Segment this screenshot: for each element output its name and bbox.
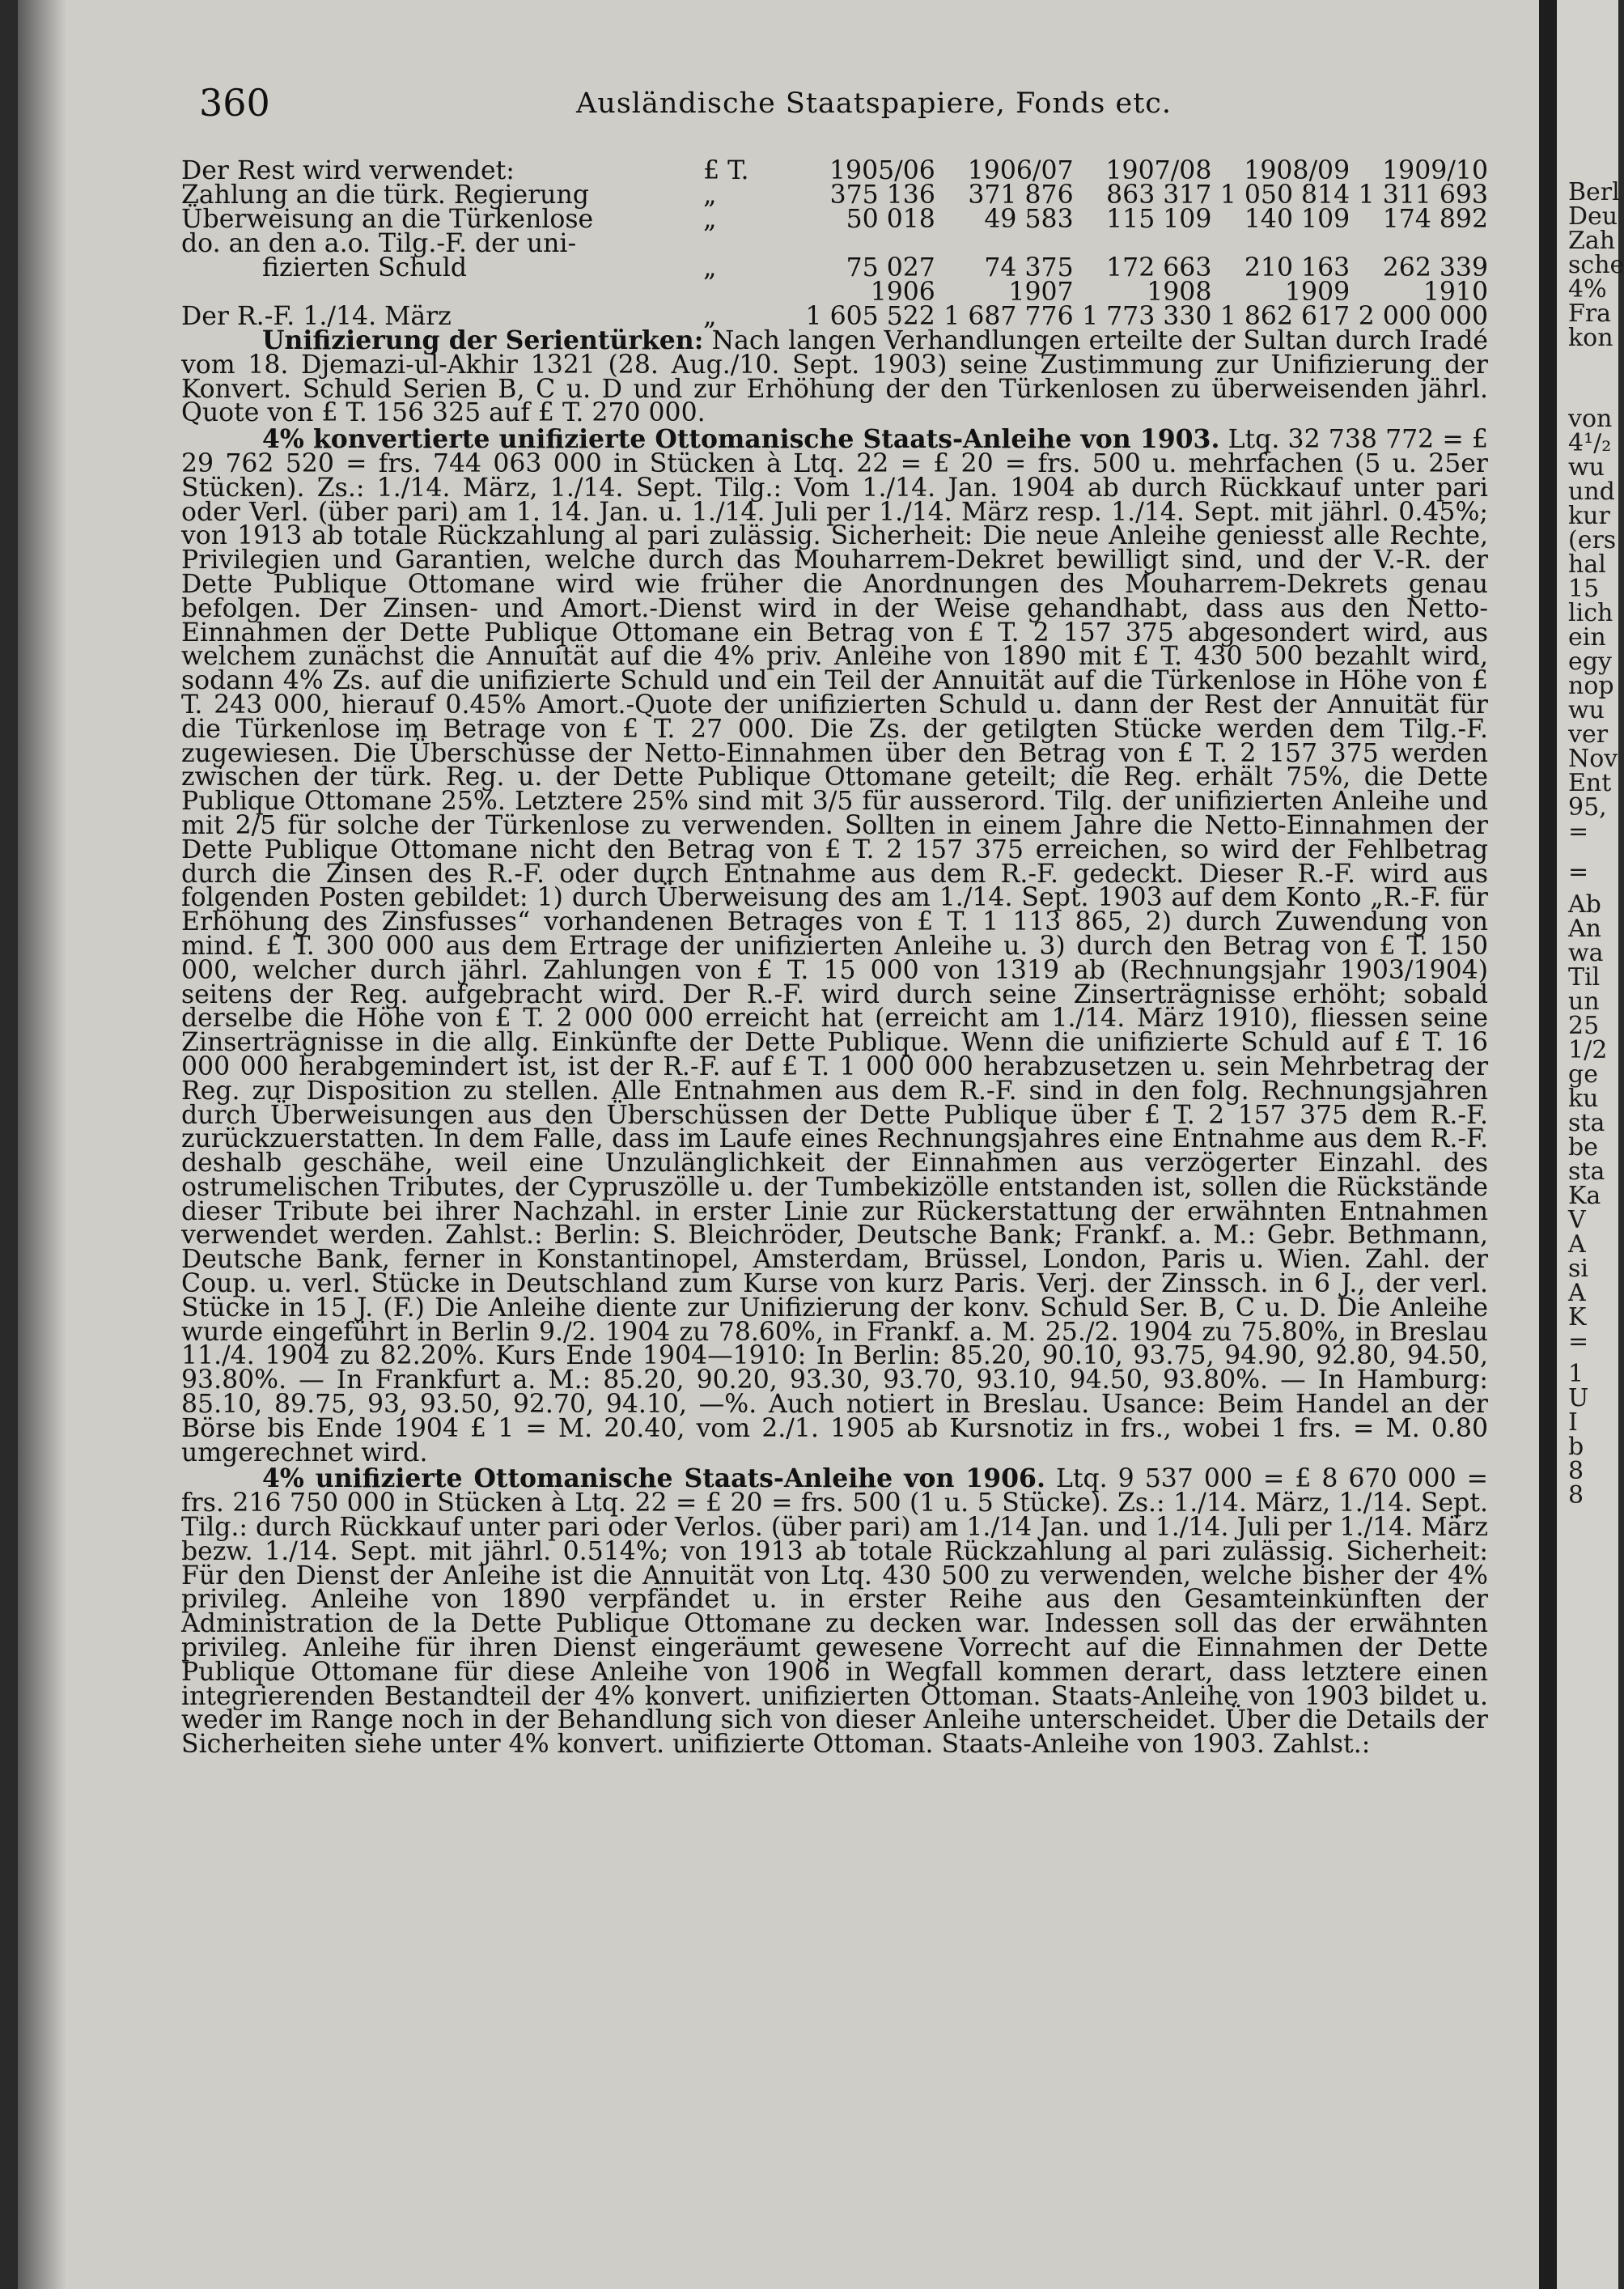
adjacent-page-fragment: egy (1568, 648, 1612, 676)
adjacent-page-fragment: ge (1568, 1060, 1598, 1089)
adjacent-page-fragment: 15 (1568, 575, 1600, 603)
year-header: 1908/09 (1244, 156, 1351, 185)
adjacent-page-fragment: Berl (1568, 178, 1620, 206)
serientuerken-paragraph (181, 325, 1489, 428)
adjacent-page-fragment: wa (1568, 939, 1604, 967)
table-cell (1350, 231, 1488, 256)
adjacent-page-fragment: = (1568, 1327, 1589, 1356)
table-cell: 375 136 (829, 180, 935, 210)
adjacent-page-fragment: ku (1568, 1085, 1599, 1113)
adjacent-page-fragment: hal (1568, 550, 1606, 579)
adjacent-page-fragment: lich (1568, 599, 1613, 627)
ditto-mark: „ (703, 180, 717, 210)
adjacent-page-fragment: Ent (1568, 769, 1612, 797)
adjacent-page-fragment: A (1568, 1279, 1586, 1307)
section-heading: 4% unifizierte Ottomanische Staats-Anleihe von 1906. (262, 1463, 1045, 1494)
adjacent-page-edge (1557, 0, 1624, 2289)
table-cell: 262 339 (1382, 253, 1488, 282)
adjacent-page-fragment: K (1568, 1303, 1587, 1331)
adjacent-page-fragment: ein (1568, 623, 1606, 652)
adjacent-page-fragment: Til (1568, 963, 1601, 992)
adjacent-page-fragment: 8 (1568, 1481, 1584, 1510)
table-cell: 140 109 (1244, 205, 1351, 234)
adjacent-page-fragment: V (1568, 1206, 1586, 1234)
rf-year: 1910 (1423, 278, 1488, 307)
adjacent-page-fragment: kon (1568, 324, 1613, 352)
table-cell: 49 583 (984, 205, 1074, 234)
page-header (180, 81, 1507, 130)
section-text: Nach langen Verhandlungen erteilte der Sultan durch Iradé vom 18. Djemazi-ul-Akhir 1321 (28. Aug./10. Sept. 1903) seine Zustimmung zur Unifizierung der Konvert. Schuld Serien B, C u. D und zur Erhöhung der den Türkenlosen zu überweisenden jährl. Quote von £ T. 156 325 auf £ T. 270 000. (181, 326, 1489, 428)
adjacent-page-fragment: 1 (1568, 1360, 1584, 1388)
row-label: Zahlung an die türk. Regierung (181, 180, 589, 210)
table-row (181, 183, 1488, 207)
adjacent-page-fragment: be (1568, 1133, 1598, 1161)
adjacent-page-fragment: = (1568, 858, 1589, 886)
table-cell: 1 605 522 (805, 302, 935, 331)
adjacent-page-fragment: Nov (1568, 745, 1618, 773)
table-header-row (181, 159, 1488, 183)
section-heading: 4% konvertierte unifizierte Ottomanische Staats-Anleihe von 1903. (262, 424, 1220, 455)
anleihe-1903-paragraph (181, 424, 1489, 1467)
adjacent-page-fragment: Zah (1568, 227, 1616, 255)
adjacent-page-fragment: I (1568, 1408, 1578, 1437)
adjacent-page-fragment: von (1568, 405, 1613, 433)
table-row (181, 231, 1488, 256)
table-row (181, 207, 1488, 231)
adjacent-page-fragment: und (1568, 478, 1615, 506)
adjacent-page-fragment: kur (1568, 502, 1610, 530)
adjacent-page-fragment: nop (1568, 672, 1614, 700)
row-label: Überweisung an die Türkenlose (181, 205, 594, 234)
adjacent-page-fragment: 95, (1568, 793, 1607, 822)
rf-year: 1907 (1008, 278, 1074, 307)
table-cell: 863 317 (1106, 180, 1212, 210)
adjacent-page-fragment: sta (1568, 1109, 1605, 1137)
row-label: Der R.-F. 1./14. März (181, 302, 452, 331)
ditto-mark: „ (703, 302, 717, 331)
adjacent-page-fragment: = (1568, 818, 1589, 846)
adjacent-page-fragment: 4¹/₂ (1568, 429, 1612, 457)
adjacent-page-fragment: A (1568, 1230, 1586, 1259)
table-cell: 74 375 (984, 253, 1074, 282)
adjacent-page-fragment: Ab (1568, 890, 1601, 919)
remainder-table (181, 156, 1488, 331)
rf-year: 1908 (1147, 278, 1212, 307)
table-cell: 174 892 (1382, 205, 1488, 234)
adjacent-page-fragment: sta (1568, 1157, 1605, 1186)
adjacent-page-fragment: An (1568, 915, 1601, 943)
adjacent-page-fragment: Fra (1568, 299, 1612, 328)
adjacent-page-fragment: 8 (1568, 1457, 1584, 1485)
table-intro-label: Der Rest wird verwendet: (181, 156, 515, 185)
year-header: 1909/10 (1382, 156, 1488, 185)
section-heading: Unifizierung der Serientürken: (262, 325, 704, 355)
adjacent-page-fragment: b (1568, 1433, 1584, 1461)
adjacent-page-fragment: Deu (1568, 202, 1618, 231)
adjacent-page-fragment: ver (1568, 720, 1609, 749)
ditto-mark: „ (703, 253, 717, 282)
rf-year: 1906 (870, 278, 935, 307)
page-shadow-edge (18, 0, 66, 2289)
year-header: 1905/06 (829, 156, 935, 185)
table-cell: 1 050 814 (1219, 180, 1351, 210)
table-cell: 1 862 617 (1219, 302, 1351, 331)
table-cell: 115 109 (1106, 205, 1212, 234)
adjacent-page-fragment: (ers (1568, 526, 1617, 554)
table-row (181, 256, 1488, 280)
table-cell: 172 663 (1106, 253, 1212, 282)
table-cell: 1 773 330 (1082, 302, 1212, 331)
adjacent-page-fragment: 1/2 (1568, 1036, 1608, 1064)
page-body (181, 156, 1489, 1760)
rf-year: 1909 (1284, 278, 1351, 307)
year-header: 1906/07 (967, 156, 1074, 185)
book-page (18, 0, 1539, 2289)
adjacent-page-fragment: wu (1568, 453, 1605, 482)
table-cell: 50 018 (846, 205, 935, 234)
section-text: Ltq. 32 738 772 = £ 29 762 520 = frs. 744 063 000 in Stücken à Ltq. 22 = £ 20 = frs. 500 u. mehrfachen (5 u. 25er Stücken). Zs.: 1./14. März, 1./14. Sept. Tilg.: Vom 1./14. Jan. 1904 ab durch Rückkauf unter pari oder Verl. (über pari) am 1. 14. Jan. u. 1./14. Juli per 1./14. März resp. 1./14. Sept. mit jährl. 0.45%; von 1913 ab totale Rückzahlung al pari zulässig. Sicherheit: Die neue Anleihe geniesst alle Rechte, Privilegien und Garantien, welche durch das Mouharrem-Dekret bewilligt sind, und der V.-R. der Dette Publique Ottomane wird wie früher die Anordnungen des Mouharrem-Dekrets genau befolgen. Der Zinsen- und Amort.-Dienst wird in der Weise gehandhabt, dass aus den Netto-Einnahmen der Dette Publique Ottomane ein Betrag von £ T. 2 157 375 abgesondert wird, aus welchem zunächst die Annuität auf die 4% priv. Anleihe von 1890 mit £ T. 430 500 bezahlt wird, sodann 4% Zs. auf die unifizierte Schuld und ein Teil der Annuität auf die Türkenlose in Höhe von £ T. 243 000, hierauf 0.45% Amort.-Quote der unifizierten Schuld u. dann der Rest der Annuität für die Türkenlose im Betrage von £ T. 27 000. Die Zs. der getilgten Stücke werden dem Tilg.-F. zugewiesen. Die Überschüsse der Netto-Einnahmen über den Betrag von £ T. 2 157 375 werden zwischen der türk. Reg. u. der Dette Publique Ottomane geteilt; die Reg. erhält 75%, die Dette Publique Ottomane 25%. Letztere 25% sind mit 3/5 für ausserord. Tilg. der unifizierten Anleihe und mit 2/5 für solche der Türkenlose zu verwenden. Sollten in einem Jahre die Netto-Einnahmen der Dette Publique Ottomane nicht den Betrag von £ T. 2 157 375 erreichen, so wird der Fehlbetrag durch die Zinsen des R.-F. oder durch Entnahme aus dem R.-F. gedeckt. Dieser R.-F. wird aus folgenden Posten gebildet: 1) durch Überweisung des am 1./14. Sept. 1903 auf dem Konto „R.-F. für Erhöhung des Zinsfusses“ vorhandenen Betrages von £ T. 1 113 865, 2) durch Zuwendung von mind. £ T. 300 000 aus dem Ertrage der unifizierten Anleihe u. 3) durch den Betrag von £ T. 150 000, welcher durch jährl. Zahlungen von £ T. 15 000 von 1319 ab (Rechnungsjahr 1903/1904) seitens der Reg. aufgebracht wird. Der R.-F. wird durch seine Zinserträgnisse erhöht; sobald derselbe die Höhe von £ T. 2 000 000 erreicht hat (erreicht am 1./14. März 1910), fliessen seine Zinserträgnisse in die allg. Einkünfte der Dette Publique. Wenn die unifizierte Schuld auf £ T. 16 000 000 herabgemindert ist, ist der R.-F. auf £ T. 1 000 000 herabzusetzen u. sein Mehrbetrag der Reg. zur Disposition zu stellen. Alle Entnahmen aus dem R.-F. sind in den folg. Rechnungsjahren durch Überweisungen aus den Überschüssen der Dette Publique über £ T. 2 157 375 dem R.-F. zurückzuerstatten. In dem Falle, dass im Laufe eines Rechnungsjahres eine Entnahme aus dem R.-F. deshalb geschähe, weil eine Unzulänglichkeit der Einnahmen aus verzögerter Einzahl. des ostrumelischen Tributes, der Cypruszölle u. der Tumbekizölle entstanden ist, sollen die Rückstände dieser Tribute bei ihrer Nachzahl. in erster Linie zur Rückerstattung der erwähnten Entnahmen verwendet werden. Zahlst.: Berlin: S. Bleichröder, Deutsche Bank; Frankf. a. M.: Gebr. Bethmann, Deutsche Bank, ferner in Konstantinopel, Amsterdam, Brüssel, London, Paris u. Wien. Zahl. der Coup. u. verl. Stücke in Deutschland zum Kurse von kurz Paris. Verj. der Zinssch. in 6 J., der verl. Stücke in 15 J. (F.) Die Anleihe diente zur Unifizierung der konv. Schuld Ser. B, C u. D. Die Anleihe wurde eingeführt in Berlin 9./2. 1904 zu 78.60%, in Frankf. a. M. 25./2. 1904 zu 75.80%, in Breslau 11./4. 1904 zu 82.20%. Kurs Ende 1904—1910: In Berlin: 85.20, 90.10, 93.75, 94.90, 92.80, 94.50, 93.80%. — In Frankfurt a. M.: 85.20, 90.20, 93.30, 93.70, 93.10, 94.50, 93.80%. — In Hamburg: 85.10, 89.75, 93, 93.50, 92.70, 94.10, —%. Auch notiert in Breslau. Usance: Beim Handel an der Börse bis Ende 1904 £ 1 = M. 20.40, vom 2./1. 1905 ab Kursnotiz in frs., wobei 1 frs. = M. 0.80 umgerechnet wird. (181, 425, 1489, 1467)
adjacent-page-fragment: 25 (1568, 1012, 1600, 1040)
adjacent-page-fragment: wu (1568, 696, 1605, 724)
adjacent-page-fragment: Ka (1568, 1182, 1601, 1210)
currency-label: £ T. (703, 156, 749, 185)
table-cell: 210 163 (1244, 253, 1351, 282)
table-cell: 1 687 776 (943, 302, 1074, 331)
row-label: fizierten Schuld (262, 253, 468, 282)
adjacent-page-fragment: si (1568, 1255, 1588, 1283)
rf-year-row (181, 280, 1488, 304)
section-text: Ltq. 9 537 000 = £ 8 670 000 = frs. 216 750 000 in Stücken à Ltq. 22 = £ 20 = frs. 500 (1 u. 5 Stücke). Zs.: 1./14. März, 1./14. Sept. Tilg.: durch Rückkauf unter pari oder Verlos. (über pari) am 1./14 Jan. und 1./14. Juli per 1./14. März bezw. 1./14. Sept. mit jährl. 0.514%; von 1913 ab totale Rückzahlung al pari zulässig. Sicherheit: Für den Dienst der Anleihe ist die Annuität von Ltq. 430 500 zu verwenden, welche bisher der 4% privileg. Anleihe von 1890 verpfändet u. in erster Reihe aus den Gesamteinkünften der Administration de la Dette Publique Ottomane zu decken war. Indessen soll das der erwähnten privileg. Anleihe für ihren Dienst eingeräumt gewesene Vorrecht auf die Einnahmen der Dette Publique Ottomane für diese Anleihe von 1906 in Wegfall kommen derart, dass letztere einen integrierenden Bestandteil der 4% konvert. unifizierten Ottoman. Staats-Anleihe von 1903 bildet u. weder im Range noch in der Behandlung sich von dieser Anleihe unterscheidet. Über die Details der Sicherheiten siehe unter 4% konvert. unifizierte Ottoman. Staats-Anleihe von 1903. Zahlst.: (181, 1464, 1489, 1760)
table-cell: 1 311 693 (1358, 180, 1488, 210)
ditto-mark (703, 231, 797, 256)
table-cell: 2 000 000 (1358, 302, 1488, 331)
table-cell (797, 231, 935, 256)
anleihe-1906-paragraph (181, 1463, 1489, 1760)
row-label: do. an den a.o. Tilg.-F. der uni- (181, 229, 577, 258)
adjacent-page-fragment: un (1568, 987, 1600, 1016)
adjacent-page-fragment: sche (1568, 251, 1624, 279)
table-cell (935, 231, 1074, 256)
page-number: 360 (199, 81, 270, 125)
table-cell: 75 027 (846, 253, 935, 282)
running-title: Ausländische Staatspapiere, Fonds etc. (576, 87, 1172, 120)
ditto-mark: „ (703, 205, 717, 234)
table-cell (1211, 231, 1350, 256)
table-cell (1074, 231, 1212, 256)
adjacent-page-fragment: 4% (1568, 275, 1607, 304)
book-gutter (1539, 0, 1557, 2289)
table-cell: 371 876 (968, 180, 1074, 210)
year-header: 1907/08 (1105, 156, 1212, 185)
adjacent-page-fragment: U (1568, 1384, 1589, 1412)
